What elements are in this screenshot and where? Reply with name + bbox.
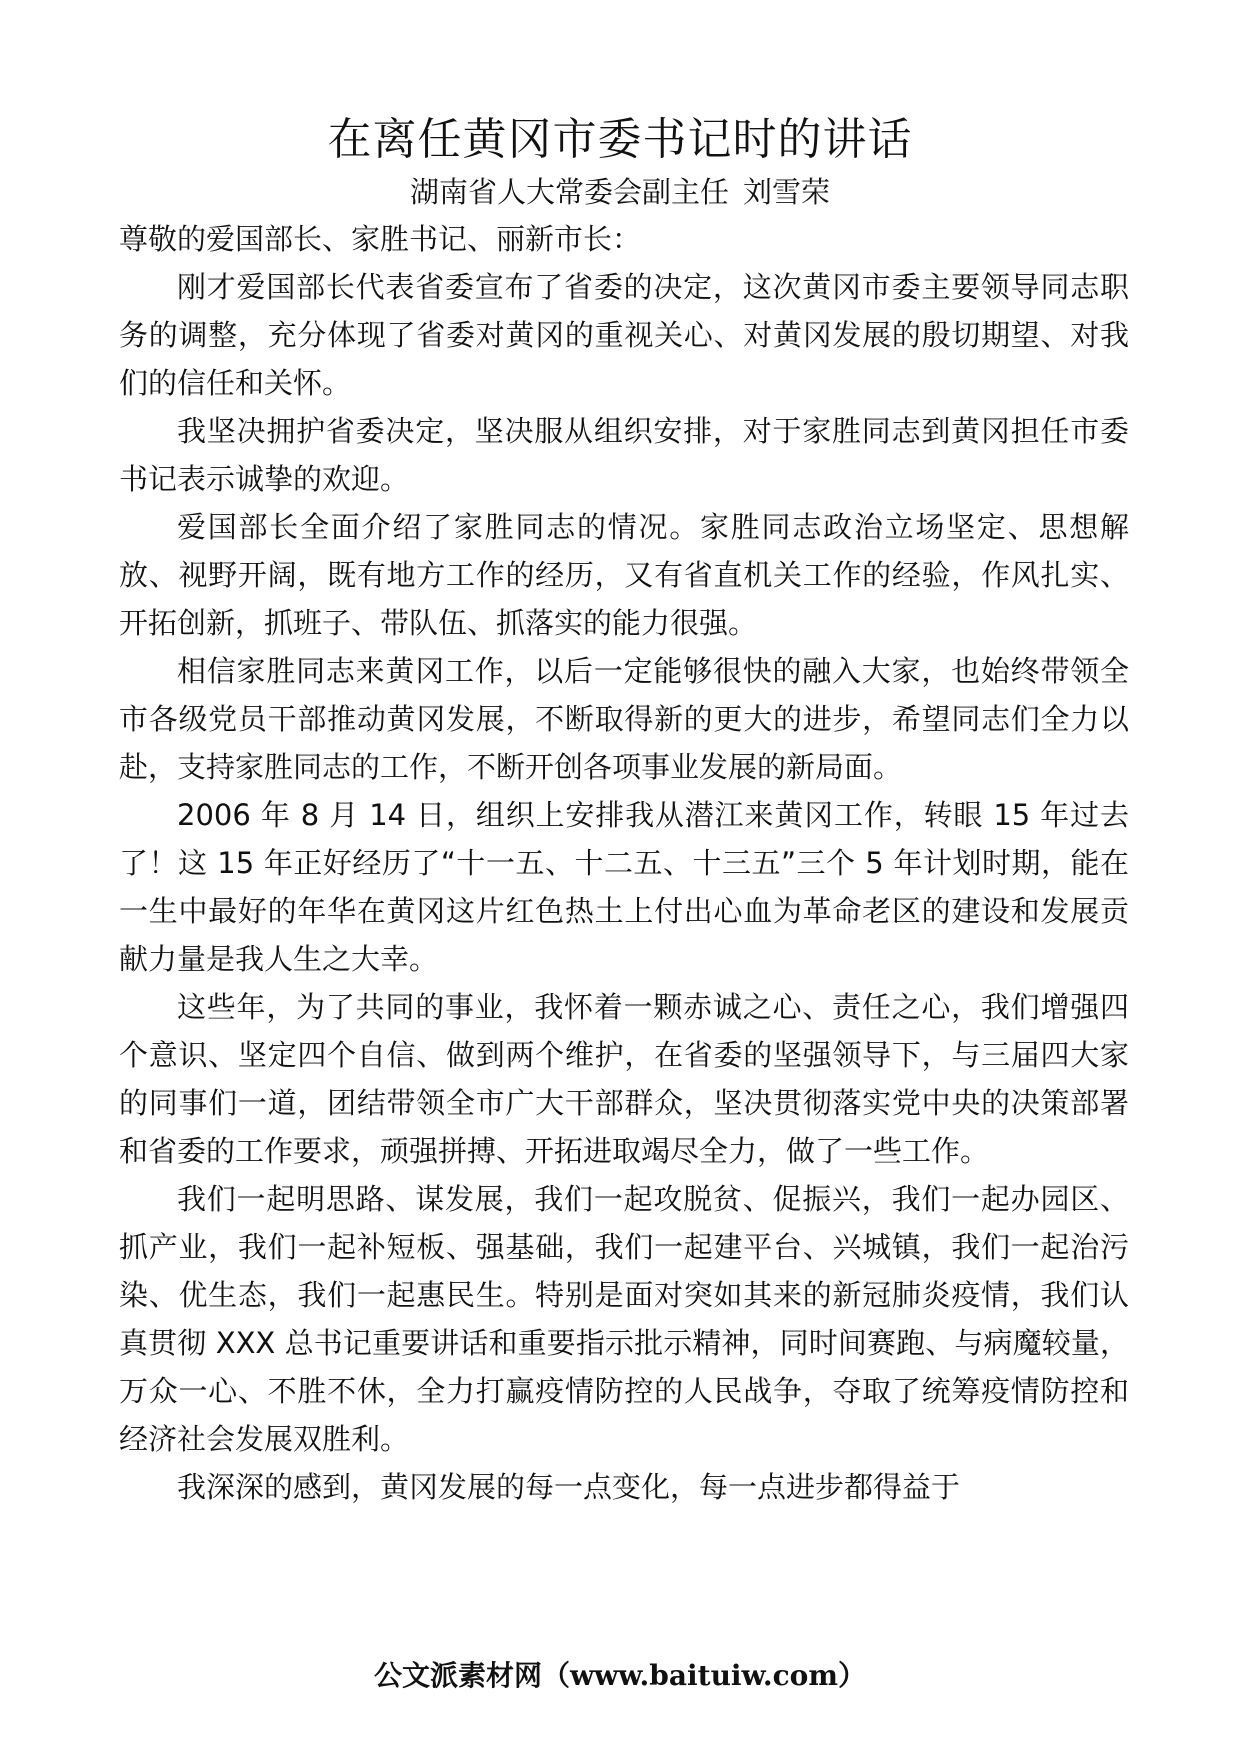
paragraph: 我坚决拥护省委决定，坚决服从组织安排，对于家胜同志到黄冈担任市委书记表示诚挚的欢迎。: [119, 414, 1129, 496]
paragraph: 我们一起明思路、谋发展，我们一起攻脱贫、促振兴，我们一起办园区、抓产业，我们一起补短板、强基础，我们一起建平台、兴城镇，我们一起治污染、优生态，我们一起惠民生。特别是面对突如其来的新冠肺炎疫情，我们认真贯彻 XXX 总书记重要讲话和重要指示批示精神，同时间赛跑、与病魔较量，万众一心、不胜不休，全力打赢疫情防控的人民战争，夺取了统筹疫情防控和经济社会发展双胜利。: [119, 1182, 1129, 1456]
author-position: 湖南省人大常委会副主任: [409, 175, 729, 209]
paragraph: 相信家胜同志来黄冈工作，以后一定能够很快的融入大家，也始终带领全市各级党员干部推动黄冈发展，不断取得新的更大的进步，希望同志们全力以赴，支持家胜同志的工作，不断开创各项事业发展的新局面。: [119, 654, 1129, 784]
salutation: 尊敬的爱国部长、家胜书记、丽新市长：: [119, 222, 642, 256]
paragraph: 刚才爱国部长代表省委宣布了省委的决定，这次黄冈市委主要领导同志职务的调整，充分体现了省委对黄冈的重视关心、对黄冈发展的殷切期望、对我们的信任和关怀。: [119, 270, 1129, 400]
paragraph: 我深深的感到，黄冈发展的每一点变化，每一点进步都得益于: [177, 1470, 961, 1504]
paragraph: 爱国部长全面介绍了家胜同志的情况。家胜同志政治立场坚定、思想解放、视野开阔，既有地方工作的经历，又有省直机关工作的经验，作风扎实、开拓创新，抓班子、带队伍、抓落实的能力很强。: [119, 510, 1129, 640]
document-title: 在离任黄冈市委书记时的讲话: [327, 114, 913, 165]
document-body: [119, 215, 1129, 1511]
paragraph: 2006 年 8 月 14 日，组织上安排我从潜江来黄冈工作，转眼 15 年过去了！这 15 年正好经历了“十一五、十二五、十三五”三个 5 年计划时期，能在一生中最好的年华在黄冈这片红色热土上付出心血为革命老区的建设和发展贡献力量是我人生之大幸。: [119, 798, 1129, 976]
paragraph: 这些年，为了共同的事业，我怀着一颗赤诚之心、责任之心，我们增强四个意识、坚定四个自信、做到两个维护，在省委的坚强领导下，与三届四大家的同事们一道，团结带领全市广大干部群众，坚决贯彻落实党中央的决策部署和省委的工作要求，顽强拼搏、开拓进取竭尽全力，做了一些工作。: [119, 990, 1129, 1168]
footer-watermark: 公文派素材网（www.baituiw.com）: [374, 1659, 866, 1692]
author-name: 刘雪荣: [743, 175, 831, 209]
author-line: [0, 172, 1240, 212]
